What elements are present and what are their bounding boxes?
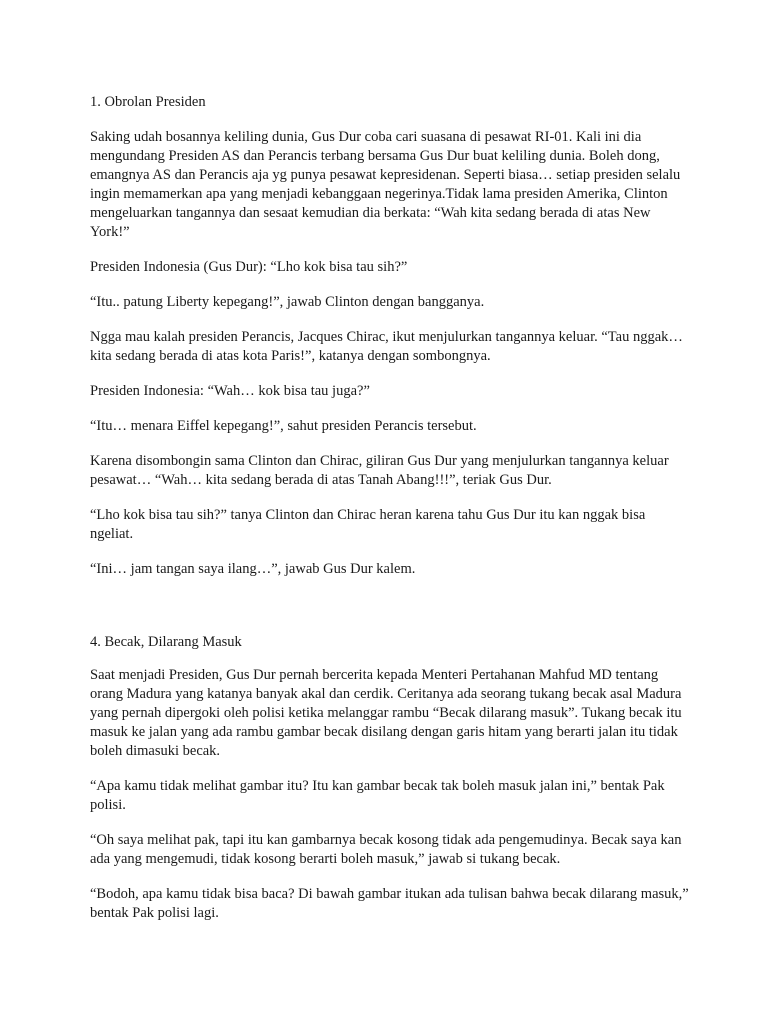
story-paragraph: Karena disombongin sama Clinton dan Chirac, giliran Gus Dur yang menjulurkan tangannya keluar pesawat… “Wah… kita sedang berada di atas Tanah Abang!!!”, teriak Gus Dur. bbox=[90, 453, 669, 488]
story-paragraph: Presiden Indonesia: “Wah… kok bisa tau juga?” bbox=[90, 383, 370, 399]
story-paragraph: Saking udah bosannya keliling dunia, Gus Dur coba cari suasana di pesawat RI-01. Kali ini dia mengundang Presiden AS dan Perancis terbang bersama Gus Dur buat keliling dunia. Boleh dong, emangnya AS dan Perancis aja yg punya pesawat kepresidenan. Seperti biasa… setiap presiden selalu ingin memamerkan apa yang menjadi kebanggaan negerinya.Tidak lama presiden Amerika, Clinton mengeluarkan tangannya dan sesaat kemudian dia berkata: “Wah kita sedang berada di atas New York!” bbox=[90, 129, 681, 240]
story-paragraph: “Bodoh, apa kamu tidak bisa baca? Di bawah gambar itukan ada tulisan bahwa becak dilarang masuk,” bentak Pak polisi lagi. bbox=[90, 886, 689, 921]
story-paragraph: “Lho kok bisa tau sih?” tanya Clinton dan Chirac heran karena tahu Gus Dur itu kan nggak bisa ngeliat. bbox=[90, 507, 646, 542]
story-becak-dilarang-masuk bbox=[90, 633, 690, 923]
section-spacer bbox=[90, 595, 690, 633]
story-paragraph: Ngga mau kalah presiden Perancis, Jacques Chirac, ikut menjulurkan tangannya keluar. “Tau nggak… kita sedang berada di atas kota Paris!”, katanya dengan sombongnya. bbox=[90, 329, 683, 364]
story-heading: 4. Becak, Dilarang Masuk bbox=[90, 634, 242, 650]
story-heading: 1. Obrolan Presiden bbox=[90, 94, 206, 110]
story-obrolan-presiden bbox=[90, 93, 690, 579]
story-paragraph: “Oh saya melihat pak, tapi itu kan gambarnya becak kosong tidak ada pengemudinya. Becak saya kan ada yang mengemudi, tidak kosong berarti boleh masuk,” jawab si tukang becak. bbox=[90, 832, 682, 867]
story-paragraph: Presiden Indonesia (Gus Dur): “Lho kok bisa tau sih?” bbox=[90, 259, 408, 275]
story-paragraph: “Itu.. patung Liberty kepegang!”, jawab Clinton dengan bangganya. bbox=[90, 294, 485, 310]
story-paragraph: “Itu… menara Eiffel kepegang!”, sahut presiden Perancis tersebut. bbox=[90, 418, 477, 434]
story-paragraph: “Ini… jam tangan saya ilang…”, jawab Gus Dur kalem. bbox=[90, 561, 416, 577]
document-page bbox=[90, 93, 690, 939]
story-paragraph: Saat menjadi Presiden, Gus Dur pernah bercerita kepada Menteri Pertahanan Mahfud MD tentang orang Madura yang katanya banyak akal dan cerdik. Ceritanya ada seorang tukang becak asal Madura yang pernah dipergoki oleh polisi ketika melanggar rambu “Becak dilarang masuk”. Tukang becak itu masuk ke jalan yang ada rambu gambar becak disilang dengan garis hitam yang berarti jalan itu tidak boleh dimasuki becak. bbox=[90, 667, 682, 759]
story-paragraph: “Apa kamu tidak melihat gambar itu? Itu kan gambar becak tak boleh masuk jalan ini,” bentak Pak polisi. bbox=[90, 778, 665, 813]
